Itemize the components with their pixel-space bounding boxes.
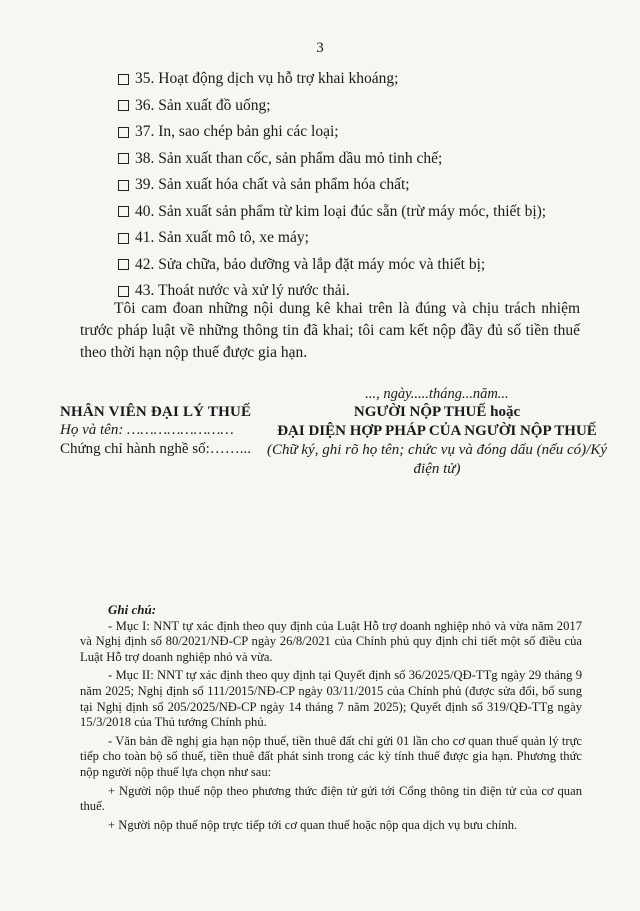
checklist-item-label: 38. Sản xuất than cốc, sản phẩm dầu mỏ tinh chế; bbox=[135, 149, 443, 167]
signature-instruction: (Chữ ký, ghi rõ họ tên; chức vụ và đóng dấu (nếu có)/Ký điện tử) bbox=[266, 442, 608, 477]
note-item: - Mục I: NNT tự xác định theo quy định của Luật Hỗ trợ doanh nghiệp nhỏ và vừa năm 2017 và Nghị định số 80/2021/NĐ-CP ngày 26/8/2021 của Chính phủ quy định chi tiết một số điều của Luật Hỗ trợ doanh nghiệp nhỏ và vừa. bbox=[80, 618, 582, 664]
note-item: - Mục II: NNT tự xác định theo quy định tại Quyết định số 36/2025/QĐ-TTg ngày 29 tháng 9 năm 2025; Nghị định số 111/2015/NĐ-CP ngày 03/11/2015 của Chính phủ (được sửa đổi, bổ sung tại Nghị định số 205/2025/NĐ-CP ngày 14 tháng 7 năm 2025); Quyết định số 319/QĐ-TTg ngày 15/3/2018 của Thủ tướng Chính phủ. bbox=[80, 668, 582, 730]
checklist-item-label: 39. Sản xuất hóa chất và sản phẩm hóa chất; bbox=[135, 176, 410, 194]
notes-title: Ghi chú: bbox=[108, 602, 157, 617]
checkbox-icon[interactable] bbox=[118, 206, 129, 217]
tax-agent-signature-block bbox=[60, 404, 290, 459]
checklist-item-label: 42. Sửa chữa, bảo dưỡng và lắp đặt máy móc và thiết bị; bbox=[135, 255, 486, 273]
checkbox-icon[interactable] bbox=[118, 74, 129, 85]
tax-agent-role: NHÂN VIÊN ĐẠI LÝ THUẾ bbox=[60, 404, 252, 420]
checkbox-icon[interactable] bbox=[118, 100, 129, 111]
checklist-item-label: 36. Sản xuất đồ uống; bbox=[135, 96, 271, 114]
checklist-item[interactable] bbox=[118, 146, 598, 173]
checkbox-icon[interactable] bbox=[118, 153, 129, 164]
tax-agent-name-line: Họ và tên: …………………… bbox=[60, 422, 234, 438]
note-item: + Người nộp thuế nộp theo phương thức điện tử gửi tới Cổng thông tin điện tử của cơ quan thuế. bbox=[80, 783, 582, 814]
checklist-item-label: 35. Hoạt động dịch vụ hỗ trợ khai khoáng; bbox=[135, 70, 399, 88]
checklist-item-label: 37. In, sao chép bản ghi các loại; bbox=[135, 123, 339, 141]
checkbox-icon[interactable] bbox=[118, 180, 129, 191]
industry-checklist bbox=[118, 66, 598, 305]
checklist-item[interactable] bbox=[118, 172, 598, 199]
note-item: - Văn bản đề nghị gia hạn nộp thuế, tiền thuê đất chỉ gửi 01 lần cho cơ quan thuế quản lý trực tiếp cho toàn bộ số thuế, tiền thuê đất phát sinh trong các kỳ tính thuế được gia hạn. Phương thức nộp người nộp thuế lựa chọn như sau: bbox=[80, 733, 582, 779]
taxpayer-role-line-1: NGƯỜI NỘP THUẾ hoặc bbox=[353, 404, 521, 420]
checkbox-icon[interactable] bbox=[118, 127, 129, 138]
checkbox-icon[interactable] bbox=[118, 259, 129, 270]
checklist-item-label: 41. Sản xuất mô tô, xe máy; bbox=[135, 229, 309, 247]
tax-agent-cert-line: Chứng chỉ hành nghề số:……... bbox=[60, 441, 252, 457]
checkbox-icon[interactable] bbox=[118, 286, 129, 297]
taxpayer-role-line-2: ĐẠI DIỆN HỢP PHÁP CỦA NGƯỜI NỘP THUẾ bbox=[277, 423, 597, 439]
date-line: ..., ngày.....tháng...năm... bbox=[365, 386, 509, 402]
checklist-item[interactable] bbox=[118, 225, 598, 252]
declaration-paragraph: Tôi cam đoan những nội dung kê khai trên là đúng và chịu trách nhiệm trước pháp luật về những thông tin đã khai; tôi cam kết nộp đầy đủ số tiền thuế theo thời hạn nộp thuế được gia hạn. bbox=[80, 300, 580, 361]
note-item: + Người nộp thuế nộp trực tiếp tới cơ quan thuế hoặc nộp qua dịch vụ bưu chính. bbox=[108, 817, 518, 832]
checklist-item[interactable] bbox=[118, 119, 598, 146]
page-number: 3 bbox=[316, 40, 324, 56]
checklist-item-label: 40. Sản xuất sản phẩm từ kim loại đúc sẵn (trừ máy móc, thiết bị); bbox=[135, 202, 547, 220]
notes-section bbox=[80, 602, 582, 836]
checklist-item[interactable] bbox=[118, 252, 598, 279]
checklist-item[interactable] bbox=[118, 199, 598, 226]
checklist-item[interactable] bbox=[118, 66, 598, 93]
checkbox-icon[interactable] bbox=[118, 233, 129, 244]
taxpayer-signature-block bbox=[262, 385, 612, 479]
checklist-item-label: 43. Thoát nước và xử lý nước thải. bbox=[135, 282, 350, 300]
checklist-item[interactable] bbox=[118, 93, 598, 120]
